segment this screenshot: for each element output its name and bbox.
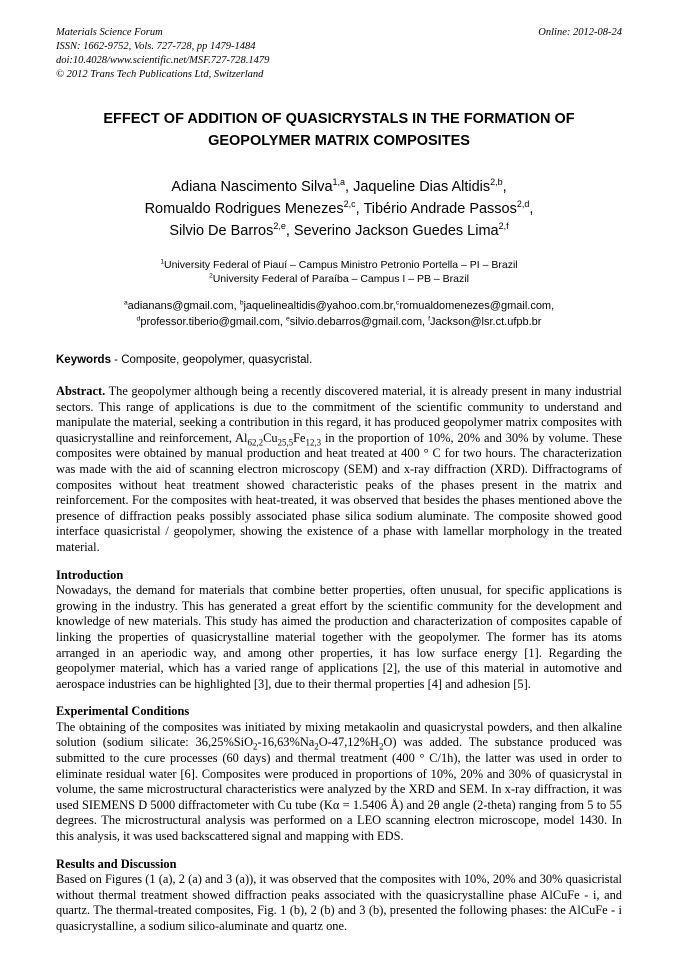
- author-line-1: Adiana Nascimento Silva$^{1,a}$, Jaqueline Dias Altidis$^{2,b}$,: [171, 177, 507, 195]
- online-date: Online: 2012-08-24: [538, 27, 622, 38]
- section-text-results-and-discussion: Based on Figures (1 (a), 2 (a) and 3 (a)), it was observed that the composites with 10%, 20% and 30% quasicristal without thermal treatment showed diffraction peaks associated with the quasicrystalline phase AlCuFe - i, and quartz. The thermal-treated composites, Fig. 1 (b), 2 (b) and 3 (b), presented the following phases: the AlCuFe - i quasicrystalline, a sodium silico-aluminate and quartz one.: [56, 872, 622, 933]
- doi-line: doi:10.4028/www.scientific.net/MSF.727-728.1479: [56, 55, 270, 66]
- affiliation-2: $^2$University Federal of Paraíba – Campus I – PB – Brazil: [209, 272, 469, 285]
- section-text-introduction: Nowadays, the demand for materials that combine better properties, often unusual, for specific applications is growing in the industry. This has generated a great effort by the scientific community for the development and knowledge of new materials. This study has aimed the production and characterization of composites capable of linking the properties of quasicrystalline material together with the geopolymer. The former has its atoms arranged in an aperiodic way, and among other properties, it has low surface energy [1]. Regarding the geopolymer material, which has a varied range of applications [2], the use of this material in automotive and aerospace industries can be highlighted [3], due to their thermal properties [4] and adhesion [5].: [56, 583, 622, 691]
- section-heading-experimental-conditions: Experimental Conditions: [56, 704, 190, 719]
- section-text-experimental-conditions: The obtaining of the composites was initiated by mixing metakaolin and quasicrystal powders, and then alkaline solution (sodium silicate: $36,25\%SiO_2-16,63\%Na_2O-47,12\%H_2O$) was added. The substance produced was submitted to the cure processes (60 days) and thermal treatment (400 ° C/1h), the latter was used in order to eliminate residual water [6]. Composites were produced in proportions of 10%, 20% and 30% of quasicrystal in volume, the same microstructural characteristics were analyzed by the XRD and SEM. In x-ray diffraction, it was used SIEMENS D 5000 diffractometer with Cu tube (Kα = 1.5406 Å) and 2θ angle (2-theta) ranging from 5 to 55 degrees. The microstructural analysis was performed on a LEO scanning electron microscope, model 1430. In this analysis, it was used backscattered signal and mapping with EDS.: [56, 719, 622, 844]
- section-heading-introduction: Introduction: [56, 567, 124, 582]
- section-heading-results-and-discussion: Results and Discussion: [56, 856, 177, 871]
- page-header: [56, 26, 622, 82]
- keywords-label: Keywords: [56, 354, 111, 366]
- email-line-2: $^d$professor.tiberio@gmail.com, $^e$silvio.debarros@gmail.com, $^f$Jackson@lsr.ct.ufpb.br: [136, 315, 542, 328]
- email-line-1: $^a$adianans@gmail.com, $^b$jaquelinealtidis@yahoo.com.br,$^c$romualdomenezes@gmail.com,: [123, 299, 555, 312]
- issn-line: ISSN: 1662-9752, Vols. 727-728, pp 1479-1484: [56, 41, 256, 52]
- journal-name: Materials Science Forum: [56, 27, 163, 38]
- author-line-2: Romualdo Rodrigues Menezes$^{2,c}$, Tibério Andrade Passos$^{2,d}$,: [144, 199, 534, 217]
- keywords-line: [56, 354, 622, 366]
- page-title: EFFECT OF ADDITION OF QUASICRYSTALS IN THE FORMATION OF GEOPOLYMER MATRIX COMPOSITES: [103, 111, 575, 149]
- abstract-block: [56, 384, 622, 556]
- copyright-line: © 2012 Trans Tech Publications Ltd, Switzerland: [56, 69, 264, 80]
- keywords-values: - Composite, geopolymer, quasycristal.: [110, 354, 313, 366]
- author-emails: [56, 298, 622, 330]
- author-list: [56, 176, 622, 242]
- affiliation-1: $^1$University Federal of Piauí – Campus Ministro Petronio Portella – PI – Brazil: [160, 258, 518, 271]
- header-left: [56, 26, 486, 82]
- abstract-text: The geopolymer although being a recently discovered material, it is already present in many industrial sectors. This range of applications is due to the commitment of the scientific community to understand and manipulate the material, seeking a contribution in this regard, it has produced geopolymer matrix composites with quasicrystalline and reinforcement, $Al_{62,2}Cu_{25,5}Fe_{12,3}$ in the proportion of 10%, 20% and 30% by volume. These composites were obtained by manual production and heat treated at 400 ° C for two hours. The characterization was made with the aid of scanning electron microscopy (SEM) and x-ray diffraction (XRD). Diffractograms of composites without heat treatment showed characteristic peaks of the phases present in the matrix and reinforcement. For the composites with heat-treated, it was observed that besides the phases mentioned above the presence of diffraction peaks possibly associated phase silica sodium aluminate. The composite showed good interface quasicristal / geopolymer, showing the existence of a phase with lamellar morphology in the treated material.: [56, 384, 622, 554]
- author-line-3: Silvio De Barros$^{2,e}$, Severino Jackson Guedes Lima$^{2,f}$: [169, 221, 509, 239]
- abstract-label: Abstract.: [56, 384, 106, 398]
- affiliations: [56, 258, 622, 286]
